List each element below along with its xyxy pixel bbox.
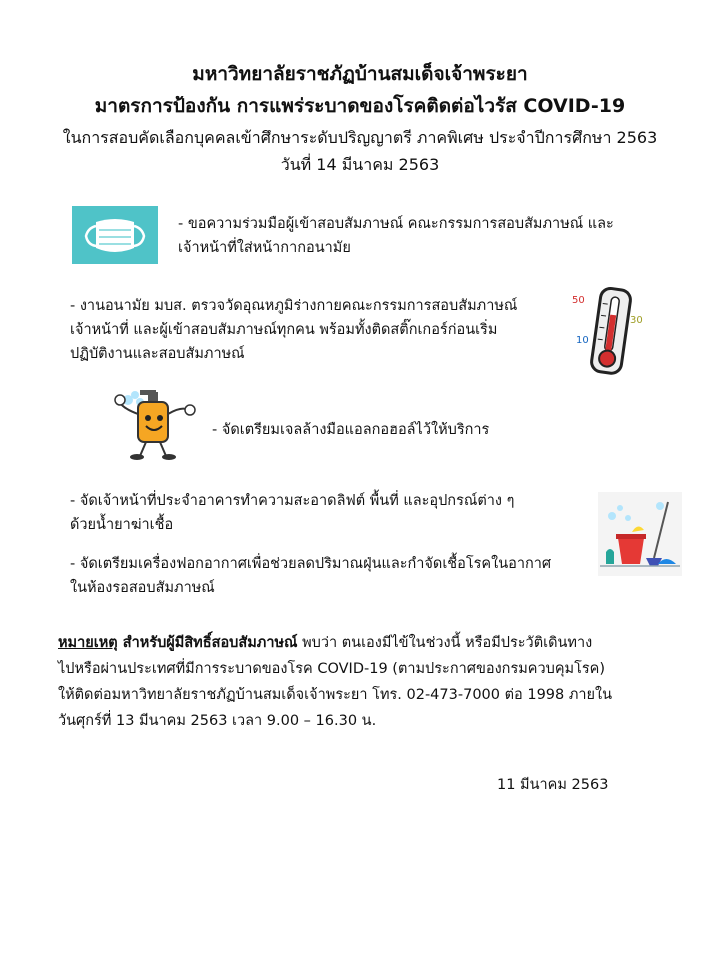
thermo-mark-10: 10 — [576, 335, 589, 346]
cleaning-tools-icon — [598, 492, 682, 580]
measure-air-purifier-line2: ในห้องรอสอบสัมภาษณ์ — [70, 580, 215, 596]
thermo-mark-50: 50 — [572, 295, 585, 306]
remark-text1: พบว่า ตนเองมีไข้ในช่วงนี้ หรือมีประวัติเดินทาง — [297, 635, 593, 651]
remark-line2: ไปหรือผ่านประเทศที่มีการระบาดของโรค COVID-19 (ตามประกาศของกรมควบคุมโรค) — [58, 661, 606, 677]
measure-temperature-line3: ปฏิบัติงานและสอบสัมภาษณ์ — [70, 346, 245, 362]
measure-temperature-line2: เจ้าหน้าที่ และผู้เข้าสอบสัมภาษณ์ทุกคน พร้อมทั้งติดสติ๊กเกอร์ก่อนเริ่ม — [70, 322, 498, 338]
remark-eligible: สำหรับผู้มีสิทธิ์สอบสัมภาษณ์ — [117, 635, 298, 651]
measure-mask-line1: - ขอความร่วมมือผู้เข้าสอบสัมภาษณ์ คณะกรรมการสอบสัมภาษณ์ และ — [178, 216, 614, 232]
document-subtitle: ในการสอบคัดเลือกบุคคลเข้าศึกษาระดับปริญญาตรี ภาคพิเศษ ประจำปีการศึกษา 2563 — [62, 128, 658, 147]
measure-mask-line2: เจ้าหน้าที่ใส่หน้ากากอนามัย — [178, 240, 351, 256]
measure-air-purifier-line1: - จัดเตรียมเครื่องฟอกอากาศเพื่อช่วยลดปริมาณฝุ่นและกำจัดเชื้อโรคในอากาศ — [70, 556, 552, 572]
measure-temperature-line1: - งานอนามัย มบส. ตรวจวัดอุณหภูมิร่างกายคณะกรรมการสอบสัมภาษณ์ — [70, 298, 518, 314]
hand-gel-icon — [108, 388, 200, 466]
thermo-mark-30: 30 — [630, 315, 643, 326]
measure-air-purifier — [70, 552, 600, 600]
remark-label: หมายเหตุ — [58, 635, 118, 651]
measure-hand-gel-line1: - จัดเตรียมเจลล้างมือแอลกอฮอล์ไว้ให้บริการ — [212, 422, 490, 438]
measure-cleaning-line1: - จัดเจ้าหน้าที่ประจำอาคารทำความสะอาดลิฟต์ พื้นที่ และอุปกรณ์ต่าง ๆ — [70, 493, 515, 509]
remark-line4: วันศุกร์ที่ 13 มีนาคม 2563 เวลา 9.00 – 16.30 น. — [58, 713, 377, 729]
measure-temperature — [70, 294, 570, 366]
remark-note — [58, 630, 678, 734]
thermometer-icon — [572, 285, 656, 381]
measure-hand-gel — [212, 418, 632, 442]
university-name: มหาวิทยาลัยราชภัฏบ้านสมเด็จเจ้าพระยา — [192, 63, 528, 85]
measure-cleaning-line2: ด้วยน้ำยาฆ่าเชื้อ — [70, 517, 174, 533]
issue-date: 11 มีนาคม 2563 — [497, 777, 609, 793]
measure-mask — [178, 212, 698, 260]
remark-line3: ให้ติดต่อมหาวิทยาลัยราชภัฏบ้านสมเด็จเจ้าพระยา โทร. 02-473-7000 ต่อ 1998 ภายใน — [58, 687, 613, 703]
remark-line1 — [58, 630, 678, 656]
face-mask-icon — [72, 206, 158, 268]
document-title: มาตรการป้องกัน การแพร่ระบาดของโรคติดต่อไวรัส COVID-19 — [94, 95, 626, 117]
document-date-line: วันที่ 14 มีนาคม 2563 — [280, 155, 440, 174]
measure-cleaning — [70, 489, 590, 537]
